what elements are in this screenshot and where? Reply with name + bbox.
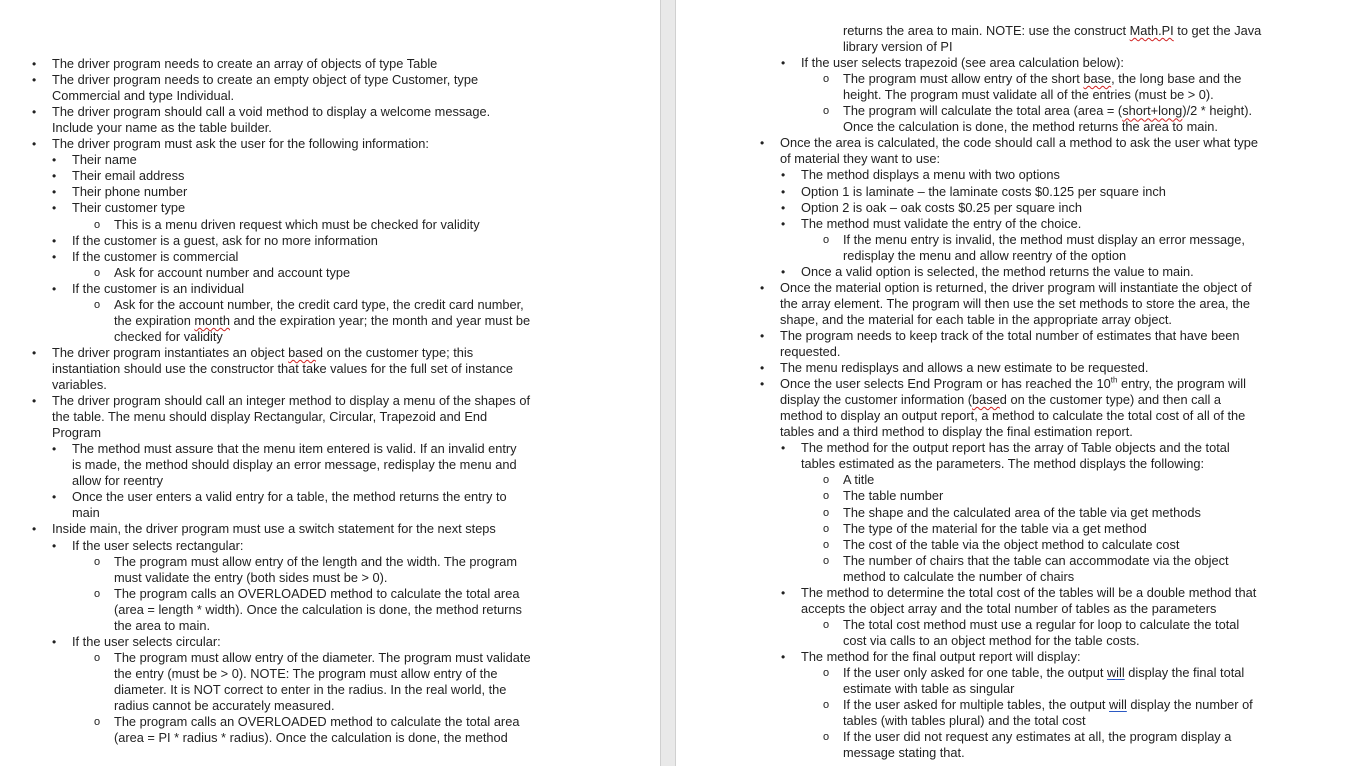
document-page-right — [676, 0, 1352, 766]
list-item — [823, 231, 1245, 264]
list-item-text: The method must validate the entry of the choice. — [801, 215, 1082, 231]
list-item-text: If the user did not request any estimates at all, the program display a — [843, 729, 1232, 745]
list-item-text: shape, and the material for each table in the appropriate array object. — [780, 311, 1172, 327]
list-item — [94, 714, 520, 746]
list-item — [760, 327, 1240, 360]
list-item-text: The method for the final output report will display: — [801, 648, 1081, 664]
list-item-text: This is a menu driven request which must be checked for validity — [114, 216, 480, 232]
list-item — [32, 521, 496, 537]
bullet-icon: • — [781, 585, 786, 600]
list-item — [32, 56, 438, 72]
list-item-text: The program must allow entry of the length and the width. The program — [114, 553, 518, 569]
list-item-text: Option 2 is oak – oak costs $0.25 per square inch — [801, 199, 1082, 215]
list-item-text: The program needs to keep track of the total number of estimates that have been — [780, 327, 1240, 343]
bullet-icon: • — [760, 280, 765, 295]
bullet-icon: • — [52, 442, 57, 457]
list-item-text: Their phone number — [72, 184, 188, 200]
list-item — [781, 440, 1230, 472]
list-item-text: A title — [843, 472, 875, 488]
list-item-text: The type of the material for the table via a get method — [843, 520, 1147, 536]
list-item — [94, 553, 518, 586]
list-item-text: If the menu entry is invalid, the method must display an error message, — [843, 231, 1245, 247]
list-item — [781, 199, 1082, 216]
list-item — [781, 183, 1166, 200]
list-item-text: The method displays a menu with two options — [801, 167, 1060, 183]
list-item-text: the entry (must be > 0). NOTE: The program must allow entry of the — [114, 665, 498, 681]
list-item-text: Once a valid option is selected, the method returns the value to main. — [801, 263, 1194, 279]
open-bullet-icon: o — [94, 555, 101, 568]
list-item-text: Once the user selects End Program or has reached the 10th entry, the program will — [780, 375, 1246, 392]
list-item-text: The driver program should call an integer method to display a menu of the shapes of — [52, 393, 531, 409]
list-item-text: cost via calls to an object method for the table costs. — [843, 632, 1140, 648]
list-item — [52, 537, 244, 554]
list-item-text: Their customer type — [72, 200, 186, 216]
list-item-text: The method to determine the total cost of the tables will be a double method that — [801, 584, 1257, 600]
list-item-text: height. The program must validate all of the entries (must be > 0). — [843, 87, 1214, 103]
list-item-text: tables estimated as the parameters. The method displays the following: — [801, 456, 1205, 472]
list-item — [52, 441, 517, 489]
list-item-text: library version of PI — [843, 39, 953, 55]
list-item — [823, 488, 944, 504]
list-item — [94, 216, 480, 233]
open-bullet-icon: o — [823, 522, 830, 535]
open-bullet-icon: o — [94, 587, 101, 600]
bullet-icon: • — [52, 169, 57, 184]
list-item-text: radius cannot be accurately measured. — [114, 697, 335, 713]
bullet-icon: • — [781, 216, 786, 231]
open-bullet-icon: o — [823, 490, 830, 503]
list-item-text: The method must assure that the menu item entered is valid. If an invalid entry — [72, 441, 517, 457]
bullet-icon: • — [781, 200, 786, 215]
list-item-text: The program calls an OVERLOADED method to calculate the total area — [114, 714, 520, 730]
list-item — [32, 72, 479, 104]
list-item — [52, 152, 137, 168]
list-item — [32, 393, 531, 441]
open-bullet-icon: o — [94, 266, 101, 279]
open-bullet-icon: o — [823, 618, 830, 631]
bullet-icon: • — [781, 649, 786, 664]
list-item — [52, 280, 245, 297]
bullet-icon: • — [781, 168, 786, 183]
bullet-icon: • — [52, 233, 57, 248]
list-item-text: Their email address — [72, 168, 185, 184]
list-item-text: Ask for the account number, the credit card type, the credit card number, — [114, 296, 524, 312]
open-bullet-icon: o — [823, 554, 830, 567]
open-bullet-icon: o — [94, 651, 101, 664]
list-item-text: The program calls an OVERLOADED method to calculate the total area — [114, 585, 520, 601]
list-item-text: If the user asked for multiple tables, the output will display the number of — [843, 697, 1253, 713]
bullet-icon: • — [52, 249, 57, 264]
bullet-icon: • — [32, 522, 37, 537]
list-item — [823, 520, 1147, 537]
list-item — [94, 649, 531, 714]
open-bullet-icon: o — [823, 105, 830, 118]
bullet-icon: • — [52, 201, 57, 216]
list-item — [760, 360, 1149, 376]
bullet-icon: • — [760, 328, 765, 343]
list-item — [781, 215, 1082, 232]
document-page-left — [0, 0, 660, 766]
bullet-icon: • — [781, 264, 786, 279]
list-item-text: Inside main, the driver program must use a switch statement for the next steps — [52, 521, 496, 537]
open-bullet-icon: o — [823, 538, 830, 551]
list-item — [52, 200, 186, 216]
list-item-text: Ask for account number and account type — [114, 264, 351, 280]
list-item — [823, 729, 1232, 761]
list-item — [94, 264, 351, 281]
list-item — [760, 279, 1252, 328]
list-item-text: display the customer information (based on the customer type) and then call a — [780, 392, 1222, 408]
open-bullet-icon: o — [823, 506, 830, 519]
list-item-text: The cost of the table via the object method to calculate cost — [843, 536, 1180, 552]
list-item-text: main — [72, 505, 100, 521]
list-item-text: If the user only asked for one table, the output will display the final total — [843, 665, 1245, 680]
list-item — [94, 296, 531, 345]
list-item-text: The shape and the calculated area of the table via get methods — [843, 504, 1201, 520]
bullet-icon: • — [760, 361, 765, 376]
list-item-text: If the customer is a guest, ask for no more information — [72, 232, 378, 248]
list-item-text: The method for the output report has the array of Table objects and the total — [801, 440, 1230, 456]
list-item-text: Once the area is calculated, the code should call a method to ask the user what type — [780, 135, 1259, 151]
list-item-text: tables (with tables plural) and the total cost — [843, 713, 1086, 729]
list-item-text: (area = length * width). Once the calculation is done, the method returns — [114, 601, 522, 617]
list-item — [823, 504, 1201, 521]
list-item — [52, 489, 507, 521]
list-item-text: The total cost method must use a regular for loop to calculate the total — [843, 616, 1240, 632]
open-bullet-icon: o — [823, 233, 830, 246]
list-item-text: Program — [52, 425, 102, 441]
list-item — [823, 71, 1242, 103]
list-item-text: The driver program instantiates an object based on the customer type; this — [52, 344, 474, 360]
list-item-text: instantiation should use the constructor that take values for the full set of instance — [52, 360, 513, 376]
list-item — [781, 167, 1060, 183]
list-item-text: checked for validity — [114, 328, 223, 344]
list-item-text: The program must allow entry of the short base, the long base and the — [843, 71, 1242, 87]
list-item-text: The driver program needs to create an empty object of type Customer, type — [52, 72, 479, 88]
list-item-text: If the user selects circular: — [72, 633, 221, 649]
bullet-icon: • — [781, 56, 786, 71]
list-item-text: the expiration month and the expiration year; the month and year must be — [114, 312, 531, 328]
bullet-icon: • — [781, 441, 786, 456]
list-item-text: The menu redisplays and allows a new estimate to be requested. — [780, 360, 1149, 376]
list-item — [760, 135, 1259, 167]
bullet-icon: • — [52, 490, 57, 505]
list-item-text: The driver program should call a void method to display a welcome message. — [52, 104, 491, 120]
list-item-text: estimate with table as singular — [843, 681, 1015, 697]
list-item-text: Once the material option is returned, the driver program will instantiate the object of — [780, 279, 1252, 295]
list-item-text: The table number — [843, 488, 944, 504]
open-bullet-icon: o — [823, 73, 830, 86]
open-bullet-icon: o — [823, 474, 830, 487]
list-item-text: allow for reentry — [72, 473, 164, 489]
list-item-text: The number of chairs that the table can accommodate via the object — [843, 552, 1229, 568]
list-item-text: variables. — [52, 376, 107, 392]
list-item — [32, 136, 429, 152]
open-bullet-icon: o — [823, 667, 830, 679]
bullet-icon: • — [32, 137, 37, 152]
bullet-icon: • — [52, 185, 57, 200]
list-item — [52, 248, 239, 265]
list-item-text: (area = PI * radius * radius). Once the calculation is done, the method — [114, 730, 508, 746]
list-item-text: The program must allow entry of the diameter. The program must validate — [114, 649, 531, 665]
bullet-icon: • — [32, 394, 37, 409]
list-item-text: the array element. The program will then use the set methods to store the area, the — [780, 295, 1250, 311]
list-item-text: must validate the entry (both sides must be > 0). — [114, 569, 388, 585]
list-item — [52, 232, 378, 249]
open-bullet-icon: o — [94, 716, 101, 729]
bullet-icon: • — [32, 57, 37, 71]
list-item-text: the table. The menu should display Rectangular, Circular, Trapezoid and End — [52, 409, 488, 425]
list-item — [823, 552, 1229, 585]
list-item — [823, 665, 1245, 697]
list-item — [823, 472, 875, 488]
list-item — [94, 585, 522, 634]
list-item-text: If the user selects trapezoid (see area calculation below): — [801, 55, 1124, 71]
list-item — [781, 584, 1257, 617]
list-item-text: Include your name as the table builder. — [52, 120, 272, 136]
list-item — [781, 648, 1081, 665]
list-item — [781, 55, 1124, 71]
open-bullet-icon: o — [94, 298, 101, 311]
list-item-text: of material they want to use: — [780, 151, 941, 167]
list-item-text: Their name — [72, 152, 137, 168]
list-item-text: If the customer is an individual — [72, 280, 245, 296]
list-item-text: accepts the object array and the total number of tables as the parameters — [801, 600, 1217, 616]
list-item-text: the area to main. — [114, 617, 211, 633]
list-item-text: Once the user enters a valid entry for a table, the method returns the entry to — [72, 489, 507, 505]
list-item — [52, 184, 188, 200]
list-item — [760, 375, 1246, 440]
list-item-text: message stating that. — [843, 745, 965, 761]
list-item — [843, 23, 1261, 55]
list-item-text: returns the area to main. NOTE: use the construct Math.PI to get the Java — [843, 23, 1262, 38]
list-item — [52, 633, 221, 650]
list-item-text: Commercial and type Individual. — [52, 88, 235, 104]
list-item — [781, 263, 1194, 280]
list-item — [32, 104, 491, 136]
bullet-icon: • — [52, 634, 57, 649]
list-item-text: method to display an output report, a method to calculate the total cost of all of the — [780, 408, 1246, 424]
list-item-text: method to calculate the number of chairs — [843, 568, 1075, 584]
list-item-text: The driver program needs to create an array of objects of type Table — [52, 56, 438, 71]
list-item-text: If the customer is commercial — [72, 248, 239, 264]
list-item — [823, 536, 1180, 553]
list-item — [52, 168, 185, 184]
bullet-icon: • — [52, 281, 57, 296]
bullet-icon: • — [32, 345, 37, 360]
bullet-icon: • — [760, 136, 765, 151]
bullet-icon: • — [32, 73, 37, 88]
list-item-text: Once the calculation is done, the method returns the area to main. — [843, 119, 1218, 135]
bullet-icon: • — [760, 377, 765, 392]
list-item-text: Option 1 is laminate – the laminate costs $0.125 per square inch — [801, 183, 1166, 199]
bullet-icon: • — [52, 538, 57, 553]
open-bullet-icon: o — [94, 218, 101, 231]
list-item-text: redisplay the menu and allow reentry of the option — [843, 247, 1127, 263]
bullet-icon: • — [781, 184, 786, 199]
page-gutter — [660, 0, 676, 766]
bullet-icon: • — [32, 105, 37, 120]
bullet-icon: • — [52, 153, 57, 168]
list-item — [823, 697, 1253, 729]
list-item-text: is made, the method should display an error message, redisplay the menu and — [72, 457, 517, 473]
open-bullet-icon: o — [823, 699, 830, 712]
list-item — [32, 344, 513, 393]
list-item — [823, 103, 1253, 135]
list-item — [823, 616, 1240, 649]
list-item-text: tables and a third method to display the final estimation report. — [780, 424, 1133, 440]
list-item-text: If the user selects rectangular: — [72, 537, 244, 553]
list-item-text: The program will calculate the total area (area = (short+long)/2 * height). — [843, 103, 1253, 119]
open-bullet-icon: o — [823, 731, 830, 744]
list-item-text: The driver program must ask the user for the following information: — [52, 136, 429, 152]
list-item-text: requested. — [780, 343, 841, 359]
list-item-text: diameter. It is NOT correct to enter in the radius. In the real world, the — [114, 681, 507, 697]
